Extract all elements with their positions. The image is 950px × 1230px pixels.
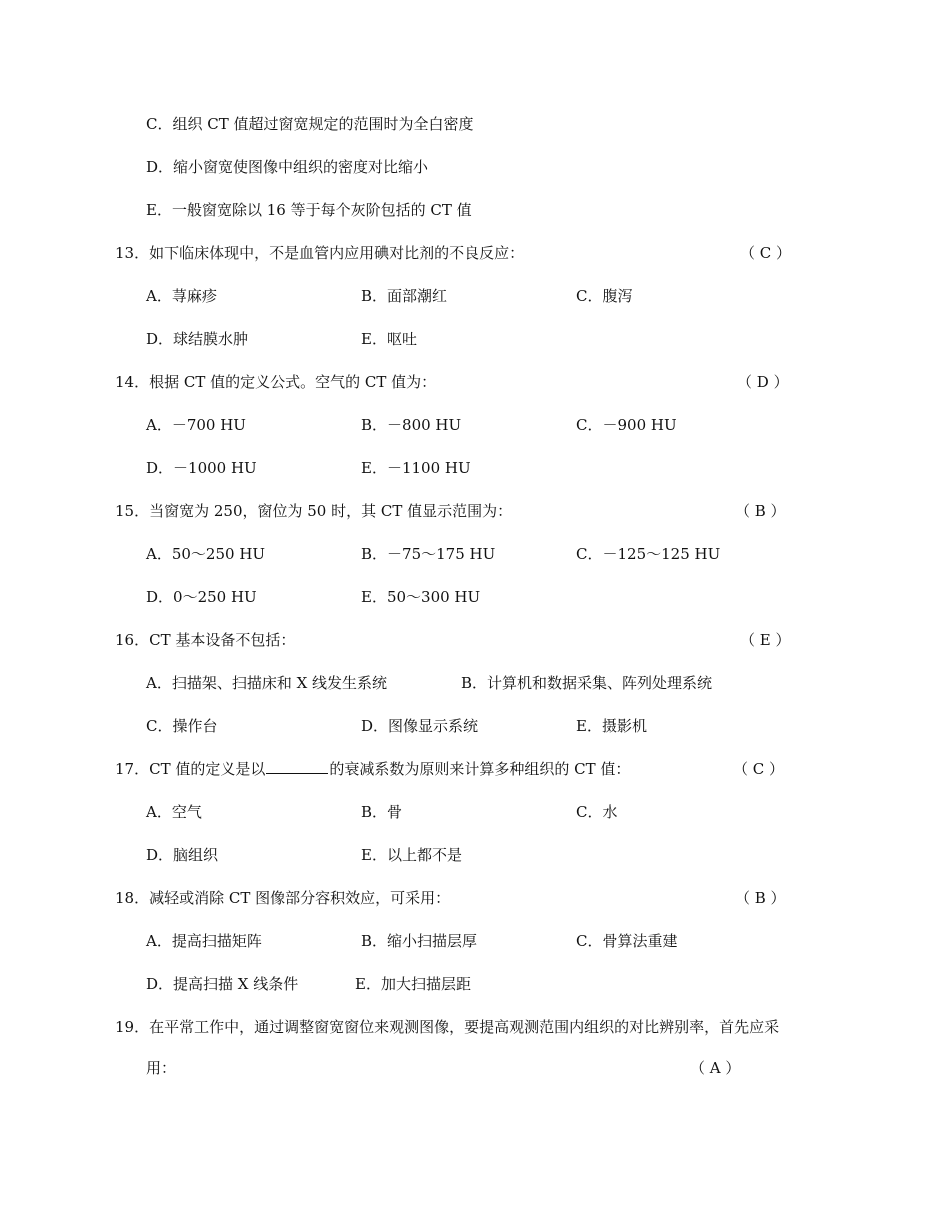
option-b: B．面部潮红	[361, 287, 448, 305]
option-c: C．操作台	[146, 717, 218, 735]
question-stem: 16．CT 基本设备不包括：	[115, 631, 296, 649]
option-e: E．加大扫描层距	[355, 975, 471, 993]
option-c: C．骨算法重建	[576, 932, 678, 950]
question-stem: 18．减轻或消除 CT 图像部分容积效应，可采用：	[115, 889, 451, 907]
option-a: A．－700 HU	[146, 416, 246, 434]
option-d: D．脑组织	[146, 846, 219, 864]
option-b: B．－75～175 HU	[361, 545, 496, 563]
question-stem: 15．当窗宽为 250，窗位为 50 时，其 CT 值显示范围为：	[115, 502, 513, 520]
option-d: D．0～250 HU	[146, 588, 257, 606]
option-a: A．扫描架、扫描床和 X 线发生系统	[146, 674, 388, 692]
option-d: D．提高扫描 X 线条件	[146, 975, 299, 993]
option-a: A．空气	[146, 803, 202, 821]
option-c: C．－900 HU	[576, 416, 677, 434]
option-b: B．骨	[361, 803, 403, 821]
option-d: D．－1000 HU	[146, 459, 257, 477]
option-b: B．缩小扫描层厚	[361, 932, 478, 950]
option-e: E．摄影机	[576, 717, 647, 735]
question-stem: 19．在平常工作中，通过调整窗宽窗位来观测图像，要提高观测范围内组织的对比辨别率，首先应采	[115, 1018, 780, 1036]
answer-mark: （ A ）	[690, 1059, 741, 1077]
option-c: C．腹泻	[576, 287, 633, 305]
question-stem-pre: 17．CT 值的定义是以	[115, 760, 266, 778]
option-a: A．荨麻疹	[146, 287, 217, 305]
answer-mark: （ D ）	[737, 373, 789, 391]
option-d: D．图像显示系统	[361, 717, 479, 735]
question-stem	[115, 759, 630, 779]
answer-mark: （ C ）	[733, 760, 785, 778]
option-e: E．50～300 HU	[361, 588, 481, 606]
option-e: E．－1100 HU	[361, 459, 471, 477]
option-c: C．－125～125 HU	[576, 545, 721, 563]
option-line: D．缩小窗宽使图像中组织的密度对比缩小	[146, 158, 429, 176]
answer-mark: （ E ）	[740, 631, 791, 649]
answer-mark: （ C ）	[740, 244, 792, 262]
option-a: A．提高扫描矩阵	[146, 932, 262, 950]
fill-in-blank	[266, 759, 328, 774]
option-line: E．一般窗宽除以 16 等于每个灰阶包括的 CT 值	[146, 201, 472, 219]
option-a: A．50～250 HU	[146, 545, 266, 563]
option-b: B．－800 HU	[361, 416, 462, 434]
answer-mark: （ B ）	[735, 502, 786, 520]
question-stem-post: 的衰减系数为原则来计算多种组织的 CT 值：	[329, 760, 631, 778]
answer-mark: （ B ）	[735, 889, 786, 907]
option-line: C．组织 CT 值超过窗宽规定的范围时为全白密度	[146, 115, 474, 133]
question-stem-continued: 用：	[146, 1059, 177, 1077]
option-d: D．球结膜水肿	[146, 330, 249, 348]
option-b: B．计算机和数据采集、阵列处理系统	[461, 674, 713, 692]
option-e: E．呕吐	[361, 330, 417, 348]
option-e: E．以上都不是	[361, 846, 462, 864]
question-stem: 14．根据 CT 值的定义公式。空气的 CT 值为：	[115, 373, 437, 391]
question-stem: 13．如下临床体现中，不是血管内应用碘对比剂的不良反应：	[115, 244, 525, 262]
option-c: C．水	[576, 803, 618, 821]
